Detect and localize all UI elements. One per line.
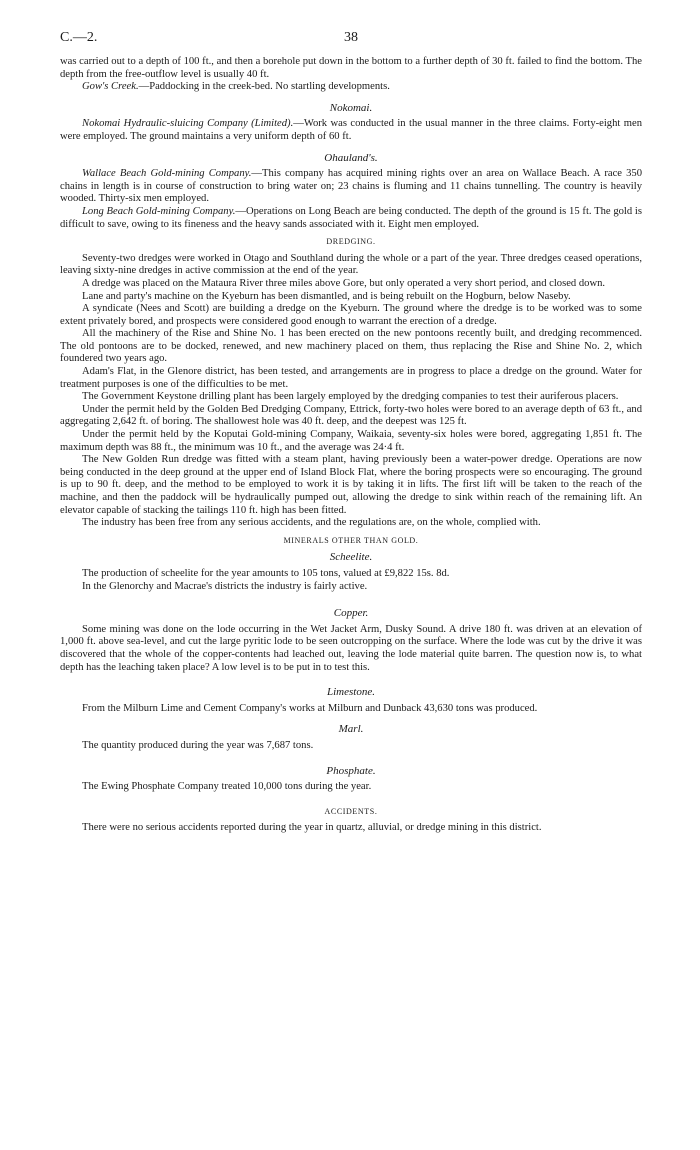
wallace-beach-paragraph	[60, 168, 642, 206]
dredging-paragraph: Lane and party's machine on the Kyeburn has been dismantled, and is being rebuilt on the Hogburn, below Naseby.	[82, 290, 571, 302]
dredging-paragraph: The industry has been free from any serious accidents, and the regulations are, on the whole, complied with.	[82, 517, 541, 529]
intro-paragraph: was carried out to a depth of 100 ft., and then a borehole put down in the bottom to a further depth of 30 ft. failed to find the bottom. The depth from the free-outflow level is usually 40 ft.	[60, 56, 642, 80]
long-beach-paragraph	[60, 206, 642, 231]
dredging-heading: DREDGING.	[326, 237, 376, 247]
nokomai-text: —Work was conducted in the usual manner in the three claims. Forty-eight men were employed. The ground maintains a very uniform depth of 60 ft.	[60, 118, 642, 142]
dredging-paragraph: The Government Keystone drilling plant has been largely employed by the dredging companies to test their auriferous placers.	[82, 391, 619, 403]
wallace-beach-lead: Wallace Beach Gold-mining Company.	[82, 168, 252, 180]
dredging-paragraph: All the machinery of the Rise and Shine No. 1 has been erected on the new pontoons recently built, and dredging recommenced. The old pontoons are to be docked, renewed, and new machinery placed on them, thus replacing the Rise and Shine No. 2, which foundered two years ago.	[60, 328, 642, 365]
phosphate-heading: Phosphate.	[326, 764, 376, 777]
scheelite-paragraph: The production of scheelite for the year amounts to 105 tons, valued at £9,822 15s. 8d.	[82, 567, 450, 579]
dredging-paragraph: Under the permit held by the Koputai Gold-mining Company, Waikaia, seventy-six holes were bored, aggregating 1,851 ft. The maximum depth was 88 ft., the minimum was 10 ft., and the average was 24·4 ft.	[60, 429, 642, 453]
page-header	[60, 32, 642, 56]
dredging-paragraph: Seventy-two dredges were worked in Otago and Southland during the whole or a part of the year. Three dredges ceased operations, leaving sixty-nine dredges in active commission at the end of the year.	[60, 252, 642, 277]
dredging-paragraph: Adam's Flat, in the Glenore district, has been tested, and arrangements are in progress to place a dredge on the ground. Water for treatment purposes is one of the difficulties to be met.	[60, 366, 642, 390]
limestone-paragraph: From the Milburn Lime and Cement Company's works at Milburn and Dunback 43,630 tons was produced.	[82, 702, 538, 714]
wallace-beach-text: —This company has acquired mining rights over an area on Wallace Beach. A race 350 chains in length is in course of construction to bring water on; 23 chains is fluming and 11 chains tunnelling. The country is heavily wooded. Thirty-six men employed.	[60, 168, 642, 205]
ohauland-heading: Ohauland's.	[324, 151, 378, 164]
copper-heading: Copper.	[333, 607, 369, 620]
scheelite-heading: Scheelite.	[329, 551, 373, 564]
accidents-paragraph: There were no serious accidents reported during the year in quartz, alluvial, or dredge mining in this district.	[82, 822, 542, 834]
page-number: 38	[344, 30, 358, 45]
dredging-paragraph: A syndicate (Nees and Scott) are building a dredge on the Kyeburn. The ground where the dredge is to be worked was to some extent privately bored, and prospects were considered good enough to warrant the erection of a dredge.	[60, 303, 642, 327]
nokomai-heading: Nokomai.	[329, 101, 373, 114]
dredging-paragraph: A dredge was placed on the Mataura River three miles above Gore, but only operated a very short period, and closed down.	[82, 277, 606, 289]
gows-creek-lead: Gow's Creek.	[82, 81, 139, 93]
marl-heading: Marl.	[338, 723, 364, 736]
minerals-heading: MINERALS OTHER THAN GOLD.	[283, 535, 419, 545]
gows-creek-paragraph	[60, 81, 642, 94]
nokomai-lead: Nokomai Hydraulic-sluicing Company (Limited).	[82, 118, 294, 130]
dredging-paragraph: The New Golden Run dredge was fitted with a steam plant, having previously been a water-power dredge. Operations are now being conducted in the deep ground at the upper end of Island Block Flat, where the boring prospects were so encouraging. The ground is up to 90 ft. deep, and the method to be employed to work it is by taking it in lifts. The first lift will be taken to the reach of the machine, and then the paddock will be hydraulically pumped out, allowing the dredge to sink within reach of the remaining lift. An elevator capable of stacking the tailings 110 ft. high has been fitted.	[60, 454, 642, 516]
long-beach-lead: Long Beach Gold-mining Company.	[82, 205, 236, 217]
phosphate-paragraph: The Ewing Phosphate Company treated 10,000 tons during the year.	[82, 781, 372, 793]
dredging-paragraph: Under the permit held by the Golden Bed Dredging Company, Ettrick, forty-two holes were bored to an average depth of 63 ft., and aggregating 2,642 ft. of boring. The shallowest hole was 40 ft. deep, and the deepest was 125 ft.	[60, 403, 642, 428]
report-code: C.—2.	[60, 30, 98, 45]
copper-paragraph: Some mining was done on the lode occurring in the Wet Jacket Arm, Dusky Sound. A drive 180 ft. was driven at an elevation of 1,000 ft. above sea-level, and cut the large pyritic lode to be seen outcropping on the surface. Where the lode was cut by the drive it was discovered that the whole of the copper-contents had leached out, leaving the lode material quite barren. The question now is, to what depth has the leaching taken place? A low level is to be put in to test this.	[60, 623, 642, 673]
limestone-heading: Limestone.	[327, 686, 375, 699]
long-beach-text: —Operations on Long Beach are being conducted. The depth of the ground is 15 ft. The gold is difficult to save, owing to its fineness and the heavy sands associated with it. Eight men employed.	[60, 205, 642, 230]
scheelite-paragraph: In the Glenorchy and Macrae's districts the industry is fairly active.	[82, 580, 368, 592]
gows-creek-text: —Paddocking in the creek-bed. No startling developments.	[138, 81, 390, 93]
accidents-heading: ACCIDENTS.	[324, 806, 378, 816]
marl-paragraph: The quantity produced during the year was 7,687 tons.	[82, 739, 314, 751]
nokomai-paragraph	[60, 118, 642, 143]
